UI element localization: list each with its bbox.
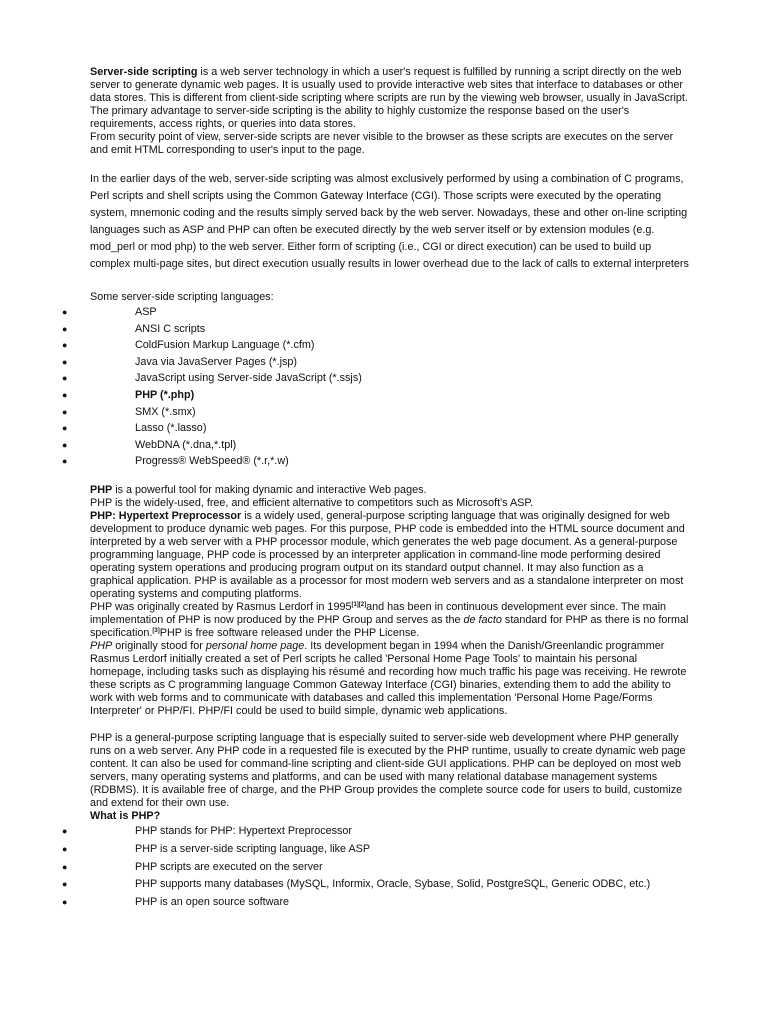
php-italic: PHP xyxy=(90,639,113,652)
list-item-text: PHP (*.php) xyxy=(135,388,195,401)
bullet: ● xyxy=(62,825,68,836)
bullet: ● xyxy=(62,843,68,854)
list-item xyxy=(0,859,768,877)
general-purpose-paragraph: PHP is a general-purpose scripting language that is especially suited to server-side web development where PHP generally runs on a web server. Any PHP code in a requested file is executed by the PHP runtime, usually to create dynamic web page content. It can also be used for command-line scripting and client-side GUI applications. PHP can be deployed on most web servers, many operating systems and platforms, and can be used with many relational database management systems (RDBMS). It is available free of charge, and the PHP Group provides the complete source code for users to build, customize and extend for their own use. xyxy=(90,731,686,809)
bullet: ● xyxy=(62,439,68,450)
php-facts-list xyxy=(0,823,768,912)
bullet: ● xyxy=(62,356,68,367)
list-item-text: PHP stands for PHP: Hypertext Preprocessor xyxy=(135,824,353,837)
php-hypertext-bold: PHP: Hypertext Preprocessor xyxy=(90,509,242,522)
bullet: ● xyxy=(62,373,68,384)
php-section xyxy=(90,484,690,718)
php-stood-text: originally stood for xyxy=(112,639,206,652)
personal-home-page-text: personal home page xyxy=(205,639,305,652)
intro-term: Server-side scripting xyxy=(90,66,198,78)
list-item-text: ANSI C scripts xyxy=(135,322,206,335)
list-item-text: Java via JavaServer Pages (*.jsp) xyxy=(135,355,298,368)
list-item-text: PHP scripts are executed on the server xyxy=(135,860,323,873)
php-hypertext-text: is a widely used, general-purpose scripting language that was originally designed for web development to produce dynamic web pages. For this purpose, PHP code is embedded into the HTML source document and interpreted by a web server with a PHP processor module, which generates the web page document. As a general-purpose programming language, PHP code is processed by an interpreter application in command-line mode performing desired operating system operations and producing program output on its standard output channel. It may also function as a graphical application. PHP is available as a processor for most modern web servers and as a standalone interpreter on most operating systems and computing platforms. xyxy=(90,509,685,600)
de-facto-text: de facto xyxy=(463,613,502,626)
bullet: ● xyxy=(62,897,68,908)
history-paragraph: In the earlier days of the web, server-side scripting was almost exclusively performed by using a combination of C programs, Perl scripts and shell scripts using the Common Gateway Interface (CGI). Those scripts were executed by the operating system, mnemonic coding and the results simply served back by the web server. Nowadays, these and other on-line scripting languages such as ASP and PHP can often be executed directly by the web server itself or by extension modules (e.g. mod_perl or mod php) to the web server. Either form of scripting (i.e., CGI or direct execution) can be used to build up complex multi-page sites, but direct execution usually results in lower overhead due to the lack of calls to external interpreters xyxy=(90,173,689,270)
list-item-text: ColdFusion Markup Language (*.cfm) xyxy=(135,339,315,352)
php-license-text: PHP is free software released under the PHP License. xyxy=(159,626,420,639)
list-item xyxy=(0,370,768,387)
list-item xyxy=(0,453,768,470)
bullet: ● xyxy=(62,456,68,467)
list-item xyxy=(0,876,768,894)
list-item xyxy=(0,894,768,912)
list-item xyxy=(0,823,768,841)
bullet: ● xyxy=(62,879,68,890)
bullet: ● xyxy=(62,406,68,417)
bullet: ● xyxy=(62,389,68,400)
list-item-text: JavaScript using Server-side JavaScript (*.ssjs) xyxy=(135,372,362,385)
list-item xyxy=(0,337,768,354)
bullet: ● xyxy=(62,340,68,351)
php-history-text: . Its development began in 1994 when the Danish/Greenlandic programmer Rasmus Lerdorf initially created a set of Perl scripts he called 'Personal Home Page Tools' to maintain his personal homepage, including tasks such as displaying his résumé and recording how much traffic his page was receiving. He rewrote these scripts as C programming language Common Gateway Interface (CGI) binaries, extending them to add the ability to work with web forms and to communicate with databases and called this implementation 'Personal Home Page/Forms Interpreter' or PHP/FI. PHP/FI could be used to build simple, dynamic web applications. xyxy=(90,639,687,717)
languages-list xyxy=(0,304,768,470)
php-widely-text: PHP is the widely-used, free, and efficient alternative to competitors such as Microsoft's ASP. xyxy=(90,496,534,509)
what-is-php-heading xyxy=(90,810,690,823)
list-item xyxy=(0,420,768,437)
what-is-php-title: What is PHP? xyxy=(90,809,161,822)
reference-1: [1][2] xyxy=(351,601,367,608)
list-item xyxy=(0,354,768,371)
list-item-text: Lasso (*.lasso) xyxy=(135,422,207,435)
bullet: ● xyxy=(62,861,68,872)
php-created-text: PHP was originally created by Rasmus Lerdorf in 1995 xyxy=(90,600,352,613)
list-item xyxy=(0,841,768,859)
php-tool-bold: PHP xyxy=(90,483,113,496)
reference-2: [3] xyxy=(152,627,160,634)
security-text: From security point of view, server-side scripts are never visible to the browser as these scripts are executes on the server and emit HTML corresponding to user's input to the page. xyxy=(90,131,674,156)
list-item-text: SMX (*.smx) xyxy=(135,405,196,418)
php-created-text-2: and has been in continuous development ever since. The main implementation of PHP is now produced by the PHP Group and serves as the xyxy=(90,600,667,626)
document-page xyxy=(0,62,768,912)
list-item xyxy=(0,321,768,338)
languages-heading: Some server-side scripting languages: xyxy=(90,291,274,303)
list-item-text: Progress® WebSpeed® (*.r,*.w) xyxy=(135,455,289,468)
list-item-text: ASP xyxy=(135,306,157,318)
bullet: ● xyxy=(62,323,68,334)
list-item-text: PHP is a server-side scripting language, like ASP xyxy=(135,842,371,855)
list-item xyxy=(0,404,768,421)
list-item xyxy=(0,437,768,454)
list-item-text: PHP supports many databases (MySQL, Informix, Oracle, Sybase, Solid, PostgreSQL, Generic ODBC, etc.) xyxy=(135,878,651,891)
list-item-text: WebDNA (*.dna,*.tpl) xyxy=(135,438,237,451)
intro-text: is a web server technology in which a user's request is fulfilled by running a script directly on the web server to generate dynamic web pages. It is usually used to provide interactive web sites that interface to databases or other data stores. This is different from client-side scripting where scripts are run by the viewing web browser, usually in JavaScript. The primary advantage to server-side scripting is the ability to highly customize the response based on the user's requirements, access rights, or queries into data stores. xyxy=(90,66,688,130)
bullet: ● xyxy=(62,423,68,434)
bullet: ● xyxy=(62,307,68,317)
list-item xyxy=(0,304,768,321)
list-item-text: PHP is an open source software xyxy=(135,896,290,909)
php-tool-text: is a powerful tool for making dynamic and interactive Web pages. xyxy=(112,483,427,496)
intro-paragraph xyxy=(90,66,690,157)
php-created-text-3: standard for PHP as there is no formal specification. xyxy=(90,613,689,639)
list-item xyxy=(0,387,768,404)
